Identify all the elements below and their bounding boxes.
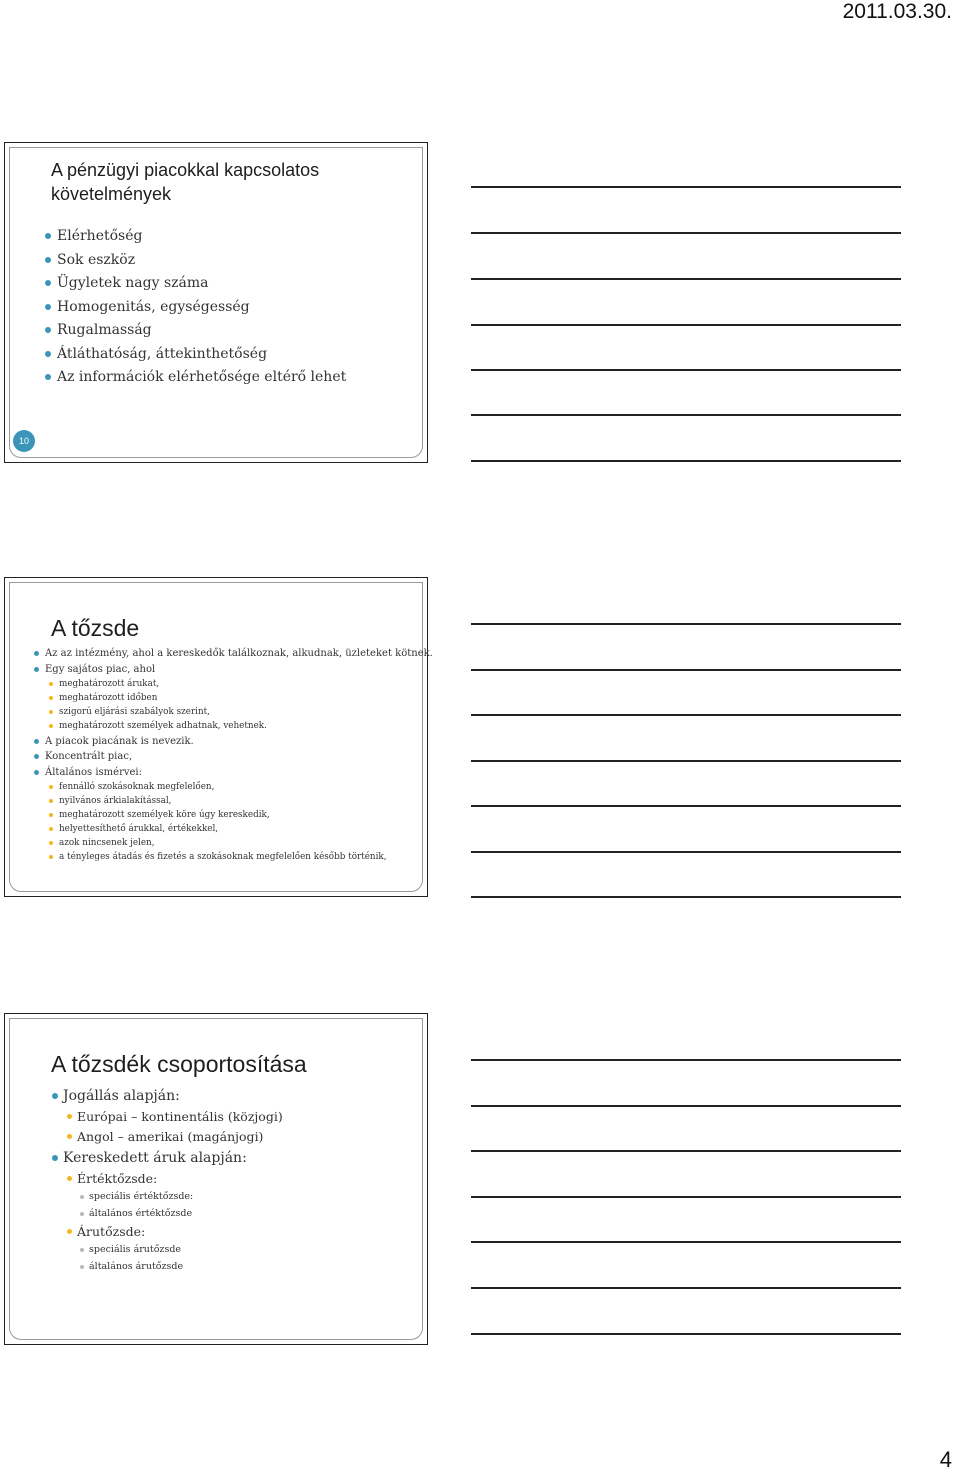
slide-1-title: A pénzügyi piacokkal kapcsolatos követelmények — [51, 160, 320, 204]
note-line — [471, 1333, 901, 1335]
note-line — [471, 760, 901, 762]
note-line — [471, 896, 901, 898]
note-line — [471, 851, 901, 853]
list-item: helyettesíthető árukkal, értékekkel, — [59, 822, 433, 836]
list-item: a tényleges átadás és fizetés a szokásoknak megfelelően később történik, — [59, 850, 433, 864]
note-line — [471, 186, 901, 188]
list-item: Európai – kontinentális (közjogi) — [77, 1107, 283, 1127]
list-item: Árutőzsde: — [77, 1222, 283, 1242]
list-item: szigorú eljárási szabályok szerint, — [59, 705, 433, 719]
note-line — [471, 1287, 901, 1289]
list-item: Értéktőzsde: — [77, 1169, 283, 1189]
slide-1 — [4, 142, 428, 463]
note-line — [471, 460, 901, 462]
list-item: A piacok piacának is nevezik. — [45, 735, 433, 749]
note-line — [471, 1241, 901, 1243]
header-date: 2011.03.30. — [842, 0, 952, 23]
page-number: 4 — [939, 1447, 952, 1472]
slide-3 — [4, 1013, 428, 1345]
list-item: Homogenitás, egységesség — [57, 296, 346, 320]
slide-2-title: A tőzsde — [51, 615, 140, 641]
note-line — [471, 1196, 901, 1198]
note-line — [471, 1105, 901, 1107]
list-item: meghatározott személyek adhatnak, vehetnek. — [59, 719, 433, 733]
list-item: azok nincsenek jelen, — [59, 836, 433, 850]
list-item: fennálló szokásoknak megfelelően, — [59, 780, 433, 794]
list-item: Ügyletek nagy száma — [57, 272, 346, 296]
slide-1-bullet-list — [57, 225, 346, 390]
note-line — [471, 232, 901, 234]
note-line — [471, 324, 901, 326]
note-line — [471, 278, 901, 280]
list-item: Egy sajátos piac, ahol — [45, 663, 433, 677]
note-line — [471, 369, 901, 371]
list-item: Általános ismérvei: — [45, 766, 433, 780]
note-line — [471, 669, 901, 671]
note-line — [471, 623, 901, 625]
slide-3-title: A tőzsdék csoportosítása — [51, 1051, 307, 1077]
list-item: Angol – amerikai (magánjogi) — [77, 1127, 283, 1147]
list-item: meghatározott árukat, — [59, 677, 433, 691]
note-line — [471, 1150, 901, 1152]
list-item: Elérhetőség — [57, 225, 346, 249]
note-line — [471, 414, 901, 416]
list-item: Átláthatóság, áttekinthetőség — [57, 343, 346, 367]
note-line — [471, 714, 901, 716]
list-item: Az az intézmény, ahol a kereskedők találkoznak, alkudnak, üzleteket kötnek. — [45, 647, 433, 661]
list-item: általános értéktőzsde — [89, 1206, 283, 1223]
list-item: speciális értéktőzsde: — [89, 1189, 283, 1206]
list-item: Rugalmasság — [57, 319, 346, 343]
note-line — [471, 805, 901, 807]
slide-3-bullet-list — [63, 1085, 283, 1275]
list-item: meghatározott személyek köre úgy kereskedik, — [59, 808, 433, 822]
list-item: nyilvános árkialakítással, — [59, 794, 433, 808]
note-line — [471, 1059, 901, 1061]
slide-2 — [4, 577, 433, 897]
list-item: Sok eszköz — [57, 249, 346, 273]
slide-2-bullet-list — [45, 646, 433, 864]
list-item: Jogállás alapján: — [63, 1085, 283, 1107]
list-item: Az információk elérhetősége eltérő lehet — [57, 366, 346, 390]
list-item: meghatározott időben — [59, 691, 433, 705]
slide-number-badge: 10 — [13, 430, 35, 452]
list-item: speciális árutőzsde — [89, 1242, 283, 1259]
list-item: általános árutőzsde — [89, 1259, 283, 1276]
list-item: Kereskedett áruk alapján: — [63, 1147, 283, 1169]
list-item: Koncentrált piac, — [45, 750, 433, 764]
